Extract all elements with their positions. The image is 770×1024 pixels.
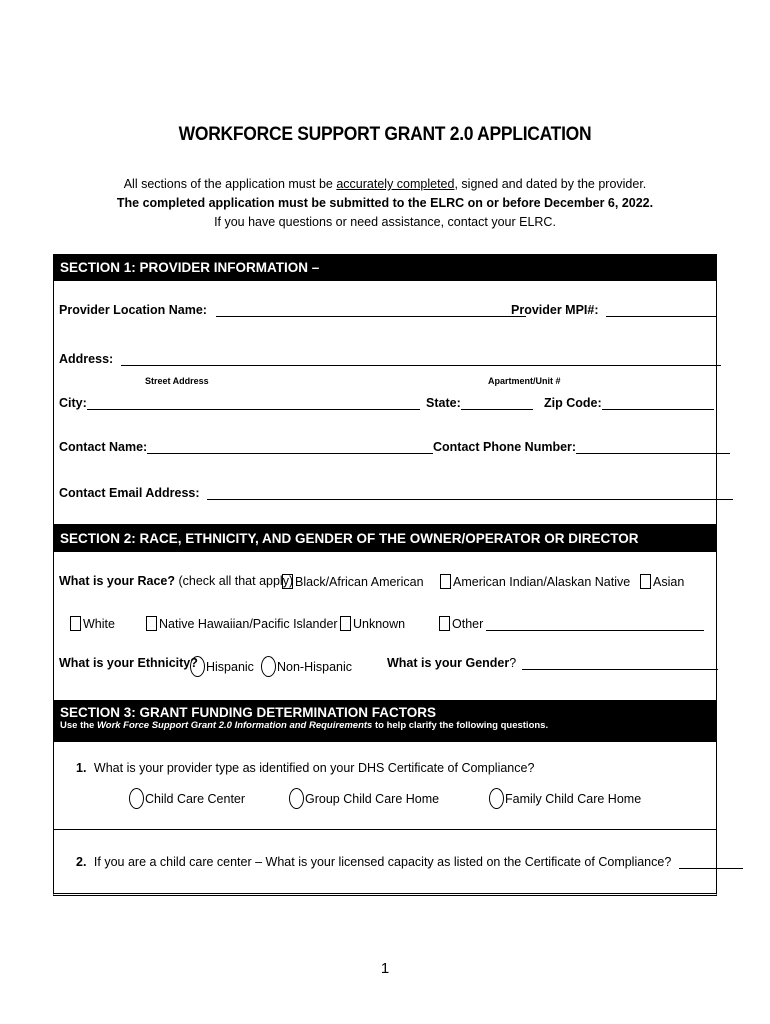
state-field[interactable] — [461, 396, 533, 410]
capacity-field[interactable] — [679, 855, 743, 869]
checkbox[interactable] — [439, 616, 450, 631]
contact-name-row — [59, 440, 433, 454]
location-row — [59, 303, 526, 317]
race-option-label: Other — [452, 617, 484, 631]
section-2-header: SECTION 2: RACE, ETHNICITY, AND GENDER OF THE OWNER/OPERATOR OR DIRECTOR — [54, 525, 716, 552]
gender-field[interactable] — [522, 656, 718, 670]
radio-button[interactable] — [261, 656, 276, 677]
question-divider — [54, 829, 716, 830]
type-option-label: Child Care Center — [145, 792, 246, 806]
race-hint: (check all that apply) — [175, 574, 294, 588]
race-option-unknown[interactable] — [340, 616, 405, 631]
contact-phone-field[interactable] — [576, 440, 730, 454]
type-option-center[interactable] — [129, 788, 245, 809]
section-1-header: SECTION 1: PROVIDER INFORMATION – PLEASE PRINT — [54, 255, 374, 281]
contact-name-field[interactable] — [147, 440, 433, 454]
radio-button[interactable] — [190, 656, 205, 677]
race-question — [59, 574, 293, 588]
subtitle-italic: Work Force Support Grant 2.0 Information and Requirements — [96, 720, 373, 731]
question-2 — [76, 855, 743, 869]
section-1-header-bar — [372, 255, 716, 281]
type-option-label: Family Child Care Home — [505, 792, 642, 806]
other-race-field[interactable] — [486, 617, 704, 631]
checkbox[interactable] — [146, 616, 157, 631]
subtitle-start: Use the — [60, 720, 97, 731]
section-1 — [53, 254, 717, 525]
checkbox[interactable] — [282, 574, 293, 589]
state-label: State: — [426, 396, 461, 410]
race-option-label: Native Hawaiian/Pacific Islander — [159, 617, 338, 631]
race-option-label: Black/African American — [295, 575, 424, 589]
gender-question-mark: ? — [509, 656, 517, 670]
contact-phone-label: Contact Phone Number: — [433, 440, 577, 454]
checkbox[interactable] — [340, 616, 351, 631]
ethnicity-option-hispanic[interactable] — [190, 656, 254, 677]
ethnicity-option-label: Hispanic — [206, 660, 254, 674]
email-label: Contact Email Address: — [59, 486, 200, 500]
radio-button[interactable] — [289, 788, 304, 809]
checkbox[interactable] — [640, 574, 651, 589]
race-option-white[interactable] — [70, 616, 115, 631]
section-3-header — [54, 701, 716, 742]
email-row — [59, 486, 733, 500]
race-option-label: Unknown — [353, 617, 406, 631]
question-2-text: If you are a child care center – What is your licensed capacity as listed on the Certificate of Compliance? — [93, 855, 672, 869]
gender-question — [387, 656, 718, 670]
apartment-caption: Apartment/Unit # — [488, 376, 561, 386]
zip-label: Zip Code: — [544, 396, 602, 410]
contact-phone-row — [433, 440, 730, 454]
intro-line-1-end: , signed and dated by the provider. — [454, 177, 647, 191]
question-1 — [76, 761, 534, 775]
mpi-row — [511, 303, 716, 317]
race-option-label: Asian — [653, 575, 685, 589]
radio-button[interactable] — [129, 788, 144, 809]
checkbox[interactable] — [440, 574, 451, 589]
state-row — [426, 396, 533, 410]
race-option-asian[interactable] — [640, 574, 684, 589]
ethnicity-question — [59, 656, 198, 670]
city-field[interactable] — [87, 396, 420, 410]
race-option-black[interactable] — [282, 574, 424, 589]
race-option-label: White — [83, 617, 115, 631]
question-1-text: What is your provider type as identified on your DHS Certificate of Compliance? — [93, 761, 535, 775]
race-option-label: American Indian/Alaskan Native — [453, 575, 631, 589]
intro-line-1: All sections of the application must be — [123, 177, 337, 191]
street-address-caption: Street Address — [145, 376, 209, 386]
email-field[interactable] — [207, 486, 733, 500]
type-option-family-home[interactable] — [489, 788, 641, 809]
section-3-subtitle — [60, 720, 710, 731]
intro-text — [0, 175, 770, 232]
form-title: WORKFORCE SUPPORT GRANT 2.0 APPLICATION — [178, 124, 592, 145]
mpi-field[interactable] — [606, 303, 716, 317]
ethnicity-option-non-hispanic[interactable] — [261, 656, 352, 677]
contact-name-label: Contact Name: — [59, 440, 148, 454]
race-label: What is your Race? — [59, 574, 175, 588]
zip-row — [544, 396, 714, 410]
page-number: 1 — [380, 960, 390, 977]
location-label: Provider Location Name: — [59, 303, 207, 317]
address-field[interactable] — [121, 352, 721, 366]
intro-deadline: The completed application must be submitted to the ELRC on or before December 6, 2022. — [116, 196, 654, 210]
question-2-number: 2. — [76, 855, 87, 869]
type-option-label: Group Child Care Home — [305, 792, 440, 806]
checkbox[interactable] — [70, 616, 81, 631]
section-2 — [53, 524, 717, 701]
ethnicity-label: What is your Ethnicity? — [59, 656, 198, 670]
intro-contact: If you have questions or need assistance, contact your ELRC. — [214, 215, 556, 229]
race-option-native-hawaiian[interactable] — [146, 616, 338, 631]
section-3 — [53, 700, 717, 896]
address-label: Address: — [59, 352, 114, 366]
location-field[interactable] — [216, 303, 526, 317]
radio-button[interactable] — [489, 788, 504, 809]
ethnicity-option-label: Non-Hispanic — [277, 660, 353, 674]
city-row — [59, 396, 420, 410]
section-3-title: SECTION 3: GRANT FUNDING DETERMINATION FACTORS — [60, 705, 437, 720]
race-option-american-indian[interactable] — [440, 574, 630, 589]
address-row — [59, 352, 721, 366]
question-1-number: 1. — [76, 761, 87, 775]
type-option-group-home[interactable] — [289, 788, 439, 809]
race-option-other[interactable] — [439, 616, 704, 631]
intro-underlined: accurately completed — [336, 177, 455, 191]
mpi-label: Provider MPI#: — [511, 303, 599, 317]
subtitle-end: to help clarify the following questions. — [372, 720, 549, 731]
gender-label: What is your Gender — [387, 656, 510, 670]
city-label: City: — [59, 396, 87, 410]
zip-field[interactable] — [602, 396, 714, 410]
